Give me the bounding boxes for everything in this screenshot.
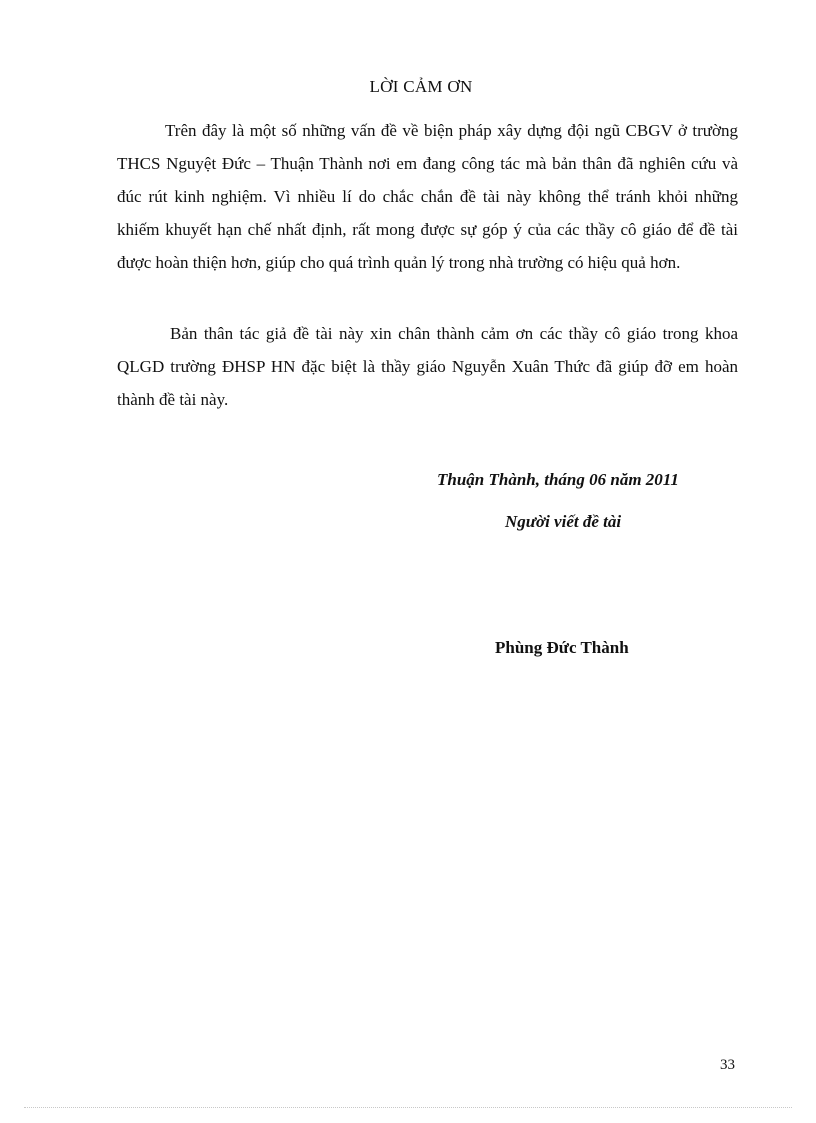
writer-name: Phùng Đức Thành	[495, 638, 629, 657]
writer-label: Người viết đề tài	[505, 512, 622, 531]
paragraph-1	[117, 114, 738, 279]
paragraph-1-text: Trên đây là một số những vấn đề về biện pháp xây dựng đội ngũ CBGV ở trường THCS Nguyệt Đức – Thuận Thành nơi em đang công tác mà bản thân đã nghiên cứu và đúc rút kinh nghiệm. Vì nhiều lí do chắc chắn đề tài này không thể tránh khỏi những khiếm khuyết hạn chế nhất định, rất mong được sự góp ý của các thầy cô giáo để đề tài được hoàn thiện hơn, giúp cho quá trình quản lý trong nhà trường có hiệu quả hơn.	[117, 121, 738, 272]
page-title: LỜI CẢM ƠN	[369, 77, 473, 96]
place-date: Thuận Thành, tháng 06 năm 2011	[437, 470, 679, 489]
paragraph-2-text: Bản thân tác giả đề tài này xin chân thành cảm ơn các thầy cô giáo trong khoa QLGD trường ĐHSP HN đặc biệt là thầy giáo Nguyễn Xuân Thức đã giúp đỡ em hoàn thành đề tài này.	[117, 324, 738, 409]
page-number: 33	[720, 1057, 735, 1073]
paragraph-2	[117, 317, 738, 416]
page-bottom-border	[24, 1107, 792, 1108]
